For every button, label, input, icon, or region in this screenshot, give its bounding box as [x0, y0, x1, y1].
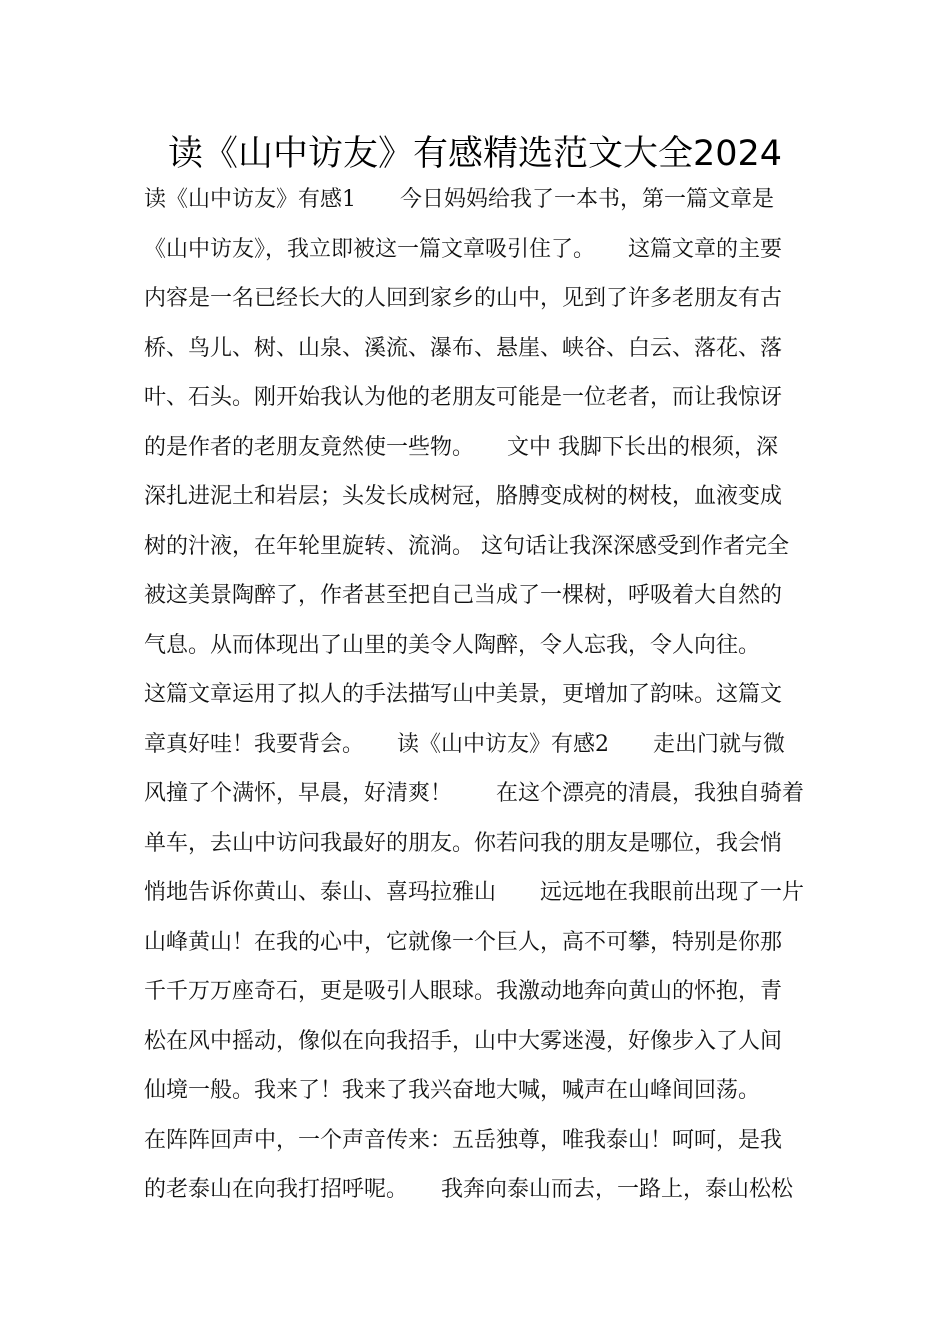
body-line: 桥、鸟儿、树、山泉、溪流、瀑布、悬崖、峡谷、白云、落花、落 [144, 335, 783, 361]
body-line: 风撞了个满怀，早晨，好清爽！ 在这个漂亮的清晨，我独自骑着 [144, 781, 805, 806]
body-line: 松在风中摇动，像似在向我招手，山中大雾迷漫，好像步入了人间 [144, 1028, 783, 1054]
body-line: 仙境一般。我来了！我来了我兴奋地大喊，喊声在山峰间回荡。 [144, 1078, 761, 1103]
body-line: 被这美景陶醉了，作者甚至把自己当成了一棵树，呼吸着大自然的 [144, 583, 783, 608]
body-line: 读《山中访友》有感1 今日妈妈给我了一本书，第一篇文章是 [144, 187, 774, 212]
body-line: 树的汁液，在年轮里旋转、流淌。 这句话让我深深感受到作者完全 [144, 533, 789, 559]
body-line: 深扎进泥土和岩层；头发长成树冠，胳膊变成树的树枝，血液变成 [144, 484, 783, 509]
body-line: 《山中访友》，我立即被这一篇文章吸引住了。 这篇文章的主要 [144, 236, 783, 262]
document-body [144, 182, 806, 1222]
body-line: 在阵阵回声中，一个声音传来：五岳独尊，唯我泰山！呵呵，是我 [144, 1127, 783, 1153]
body-line: 内容是一名已经长大的人回到家乡的山中，见到了许多老朋友有古 [144, 286, 783, 311]
body-line: 悄地告诉你黄山、泰山、喜玛拉雅山 远远地在我眼前出现了一片 [144, 880, 805, 905]
body-line: 章真好哇！我要背会。 读《山中访友》有感2 走出门就与微 [144, 731, 785, 757]
body-line: 的是作者的老朋友竟然使一些物。 文中 我脚下长出的根须，深 [144, 434, 778, 460]
document-title: 读《山中访友》有感精选范文大全2024 [167, 134, 783, 174]
body-line: 单车，去山中访问我最好的朋友。你若问我的朋友是哪位，我会悄 [144, 830, 783, 856]
body-line: 的老泰山在向我打招呼呢。 我奔向泰山而去，一路上，泰山松松 [144, 1177, 794, 1202]
body-line: 气息。从而体现出了山里的美令人陶醉，令人忘我，令人向往。 [144, 632, 761, 658]
body-line: 叶、石头。刚开始我认为他的老朋友可能是一位老者，而让我惊讶 [144, 385, 783, 410]
body-line: 山峰黄山！在我的心中，它就像一个巨人，高不可攀，特别是你那 [144, 929, 783, 955]
body-line: 这篇文章运用了拟人的手法描写山中美景，更增加了韵味。这篇文 [144, 682, 783, 707]
body-line: 千千万万座奇石，更是吸引人眼球。我激动地奔向黄山的怀抱，青 [144, 979, 783, 1004]
